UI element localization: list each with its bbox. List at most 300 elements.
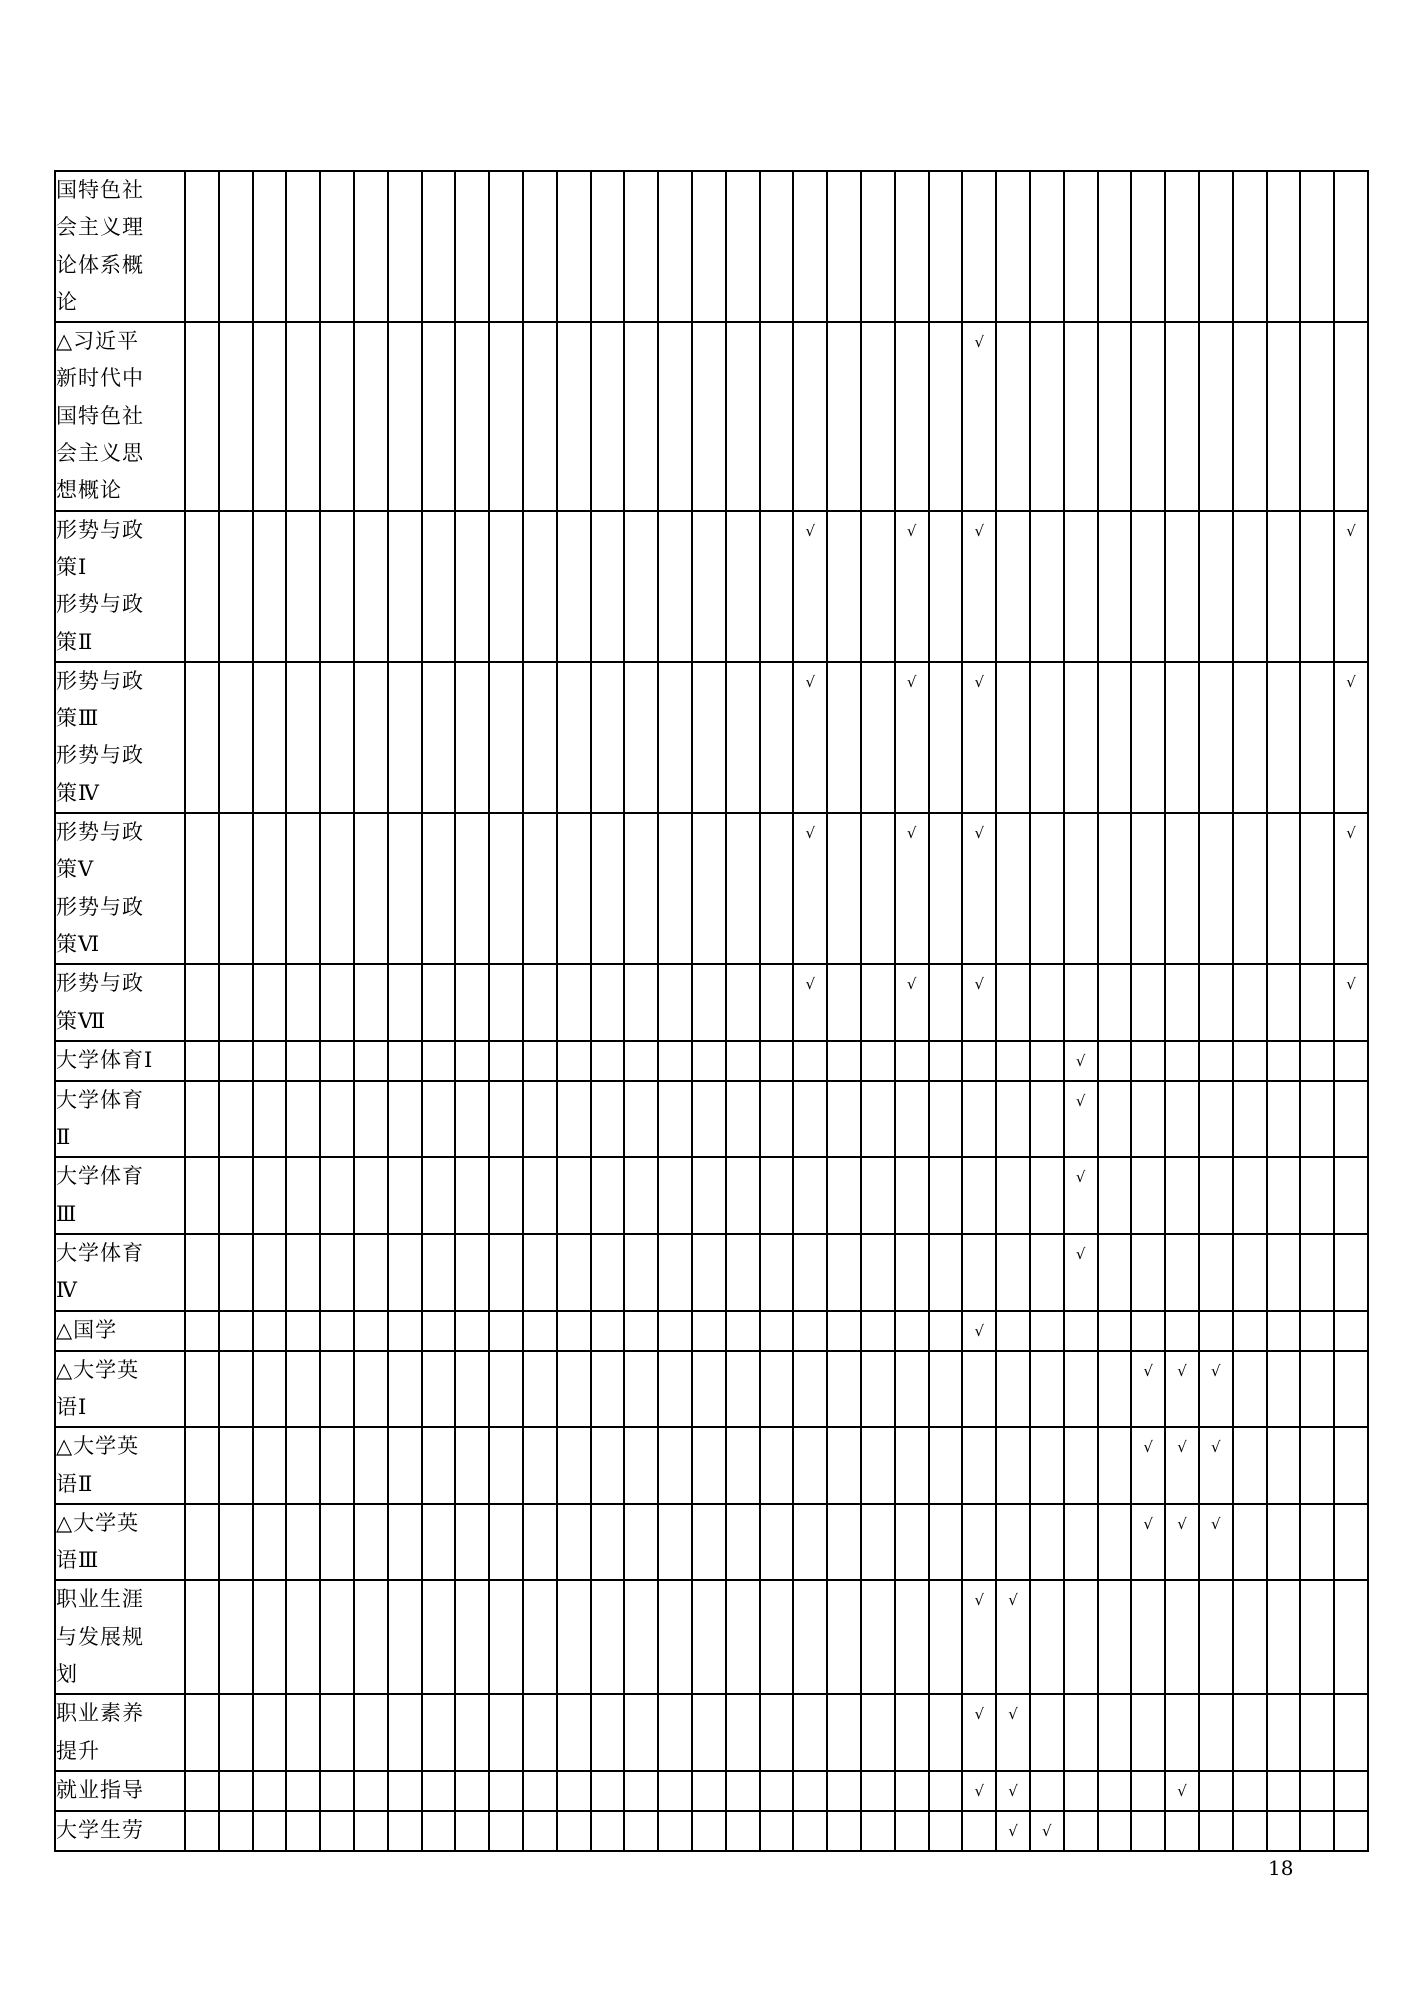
- course-name-line: △习近平: [56, 329, 140, 354]
- matrix-cell: [219, 1811, 253, 1851]
- matrix-cell: [760, 813, 794, 964]
- course-name-cell: [55, 964, 185, 1041]
- check-mark: √: [906, 672, 917, 691]
- matrix-cell: [1233, 511, 1267, 662]
- matrix-cell: [1233, 1311, 1267, 1351]
- matrix-cell: [1131, 1351, 1165, 1428]
- matrix-cell: [388, 1771, 422, 1811]
- matrix-cell: [455, 1351, 489, 1428]
- matrix-cell: [1300, 1041, 1334, 1081]
- matrix-cell: [422, 1041, 456, 1081]
- matrix-cell: [1233, 322, 1267, 510]
- matrix-cell: [388, 1351, 422, 1428]
- matrix-cell: [286, 1771, 320, 1811]
- matrix-cell: [1030, 1427, 1064, 1504]
- matrix-cell: [523, 1041, 557, 1081]
- check-mark: √: [906, 824, 917, 843]
- matrix-cell: [760, 1351, 794, 1428]
- matrix-cell: [929, 171, 963, 322]
- matrix-cell: [557, 1234, 591, 1311]
- matrix-cell: [962, 1311, 996, 1351]
- matrix-cell: [523, 322, 557, 510]
- matrix-cell: [1131, 1504, 1165, 1581]
- table-row: [55, 964, 1368, 1041]
- matrix-cell: [557, 1427, 591, 1504]
- table-row: [55, 1694, 1368, 1771]
- matrix-cell: [861, 1081, 895, 1158]
- matrix-cell: [185, 1504, 219, 1581]
- matrix-cell: [1233, 1234, 1267, 1311]
- matrix-cell: [388, 1580, 422, 1694]
- matrix-cell: [895, 1081, 929, 1158]
- matrix-cell: [861, 1504, 895, 1581]
- matrix-cell: [286, 1351, 320, 1428]
- matrix-cell: [827, 1694, 861, 1771]
- matrix-cell: [557, 1771, 591, 1811]
- matrix-cell: [1098, 1351, 1132, 1428]
- matrix-cell: [861, 1351, 895, 1428]
- matrix-cell: [388, 1041, 422, 1081]
- matrix-cell: [1165, 1311, 1199, 1351]
- table-row: [55, 1311, 1368, 1351]
- matrix-cell: [1233, 1081, 1267, 1158]
- matrix-cell: [996, 1811, 1030, 1851]
- matrix-cell: [895, 322, 929, 510]
- matrix-cell: [253, 322, 287, 510]
- matrix-cell: [320, 1157, 354, 1234]
- matrix-cell: [760, 1234, 794, 1311]
- matrix-cell: [1030, 1580, 1064, 1694]
- table-row: [55, 1504, 1368, 1581]
- course-name-line: 形势与政: [56, 668, 144, 693]
- matrix-cell: [827, 1771, 861, 1811]
- matrix-cell: [286, 1311, 320, 1351]
- course-name-cell: [55, 322, 185, 510]
- matrix-cell: [1334, 1811, 1368, 1851]
- matrix-cell: [726, 1041, 760, 1081]
- matrix-cell: [929, 1580, 963, 1694]
- matrix-cell: [185, 964, 219, 1041]
- matrix-cell: [827, 1811, 861, 1851]
- matrix-cell: [827, 1157, 861, 1234]
- matrix-cell: [1267, 1081, 1301, 1158]
- matrix-cell: [1098, 1580, 1132, 1694]
- matrix-cell: [726, 322, 760, 510]
- matrix-cell: [489, 1694, 523, 1771]
- matrix-cell: [996, 1771, 1030, 1811]
- matrix-cell: [760, 1811, 794, 1851]
- matrix-cell: [320, 662, 354, 813]
- matrix-cell: [1300, 1504, 1334, 1581]
- matrix-cell: [996, 1311, 1030, 1351]
- matrix-cell: [253, 511, 287, 662]
- check-mark: √: [1211, 1514, 1221, 1533]
- matrix-cell: [455, 1157, 489, 1234]
- matrix-cell: [253, 1311, 287, 1351]
- matrix-cell: [658, 1427, 692, 1504]
- matrix-cell: [523, 662, 557, 813]
- matrix-cell: [895, 1351, 929, 1428]
- matrix-cell: [827, 813, 861, 964]
- matrix-cell: [1334, 322, 1368, 510]
- course-name-line: 职业素养: [56, 1701, 144, 1726]
- matrix-cell: [422, 1351, 456, 1428]
- matrix-cell: [624, 171, 658, 322]
- matrix-cell: [557, 1504, 591, 1581]
- course-name-line: 与发展规: [56, 1624, 144, 1649]
- matrix-cell: [996, 322, 1030, 510]
- matrix-cell: [388, 1311, 422, 1351]
- matrix-cell: [320, 1041, 354, 1081]
- matrix-cell: [1267, 1427, 1301, 1504]
- matrix-cell: [1030, 964, 1064, 1041]
- matrix-cell: [726, 1811, 760, 1851]
- matrix-cell: [455, 662, 489, 813]
- course-name-cell: [55, 813, 185, 964]
- course-name-cell: [55, 171, 185, 322]
- matrix-cell: [1165, 1580, 1199, 1694]
- matrix-cell: [895, 1771, 929, 1811]
- matrix-cell: [1199, 813, 1233, 964]
- matrix-cell: [523, 511, 557, 662]
- matrix-cell: [895, 1580, 929, 1694]
- matrix-cell: [422, 1811, 456, 1851]
- table-row: [55, 1351, 1368, 1428]
- matrix-cell: [591, 322, 625, 510]
- check-mark: √: [1177, 1781, 1187, 1800]
- matrix-cell: [658, 662, 692, 813]
- matrix-cell: [827, 1427, 861, 1504]
- matrix-cell: [1199, 1311, 1233, 1351]
- matrix-cell: [591, 1771, 625, 1811]
- course-name-line: 国特色社: [56, 403, 144, 428]
- matrix-cell: [1267, 1771, 1301, 1811]
- matrix-cell: [827, 511, 861, 662]
- matrix-cell: [1098, 171, 1132, 322]
- matrix-cell: [1030, 1157, 1064, 1234]
- matrix-cell: [692, 1041, 726, 1081]
- matrix-cell: [388, 1694, 422, 1771]
- course-name-line: 大学体育: [56, 1164, 144, 1189]
- matrix-cell: [1064, 1311, 1098, 1351]
- check-mark: √: [805, 521, 816, 540]
- matrix-cell: [793, 1351, 827, 1428]
- matrix-cell: [996, 1081, 1030, 1158]
- matrix-cell: [624, 1311, 658, 1351]
- table-row: [55, 1041, 1368, 1081]
- matrix-cell: [1165, 964, 1199, 1041]
- matrix-cell: [286, 1157, 320, 1234]
- matrix-cell: [692, 1351, 726, 1428]
- matrix-cell: [1030, 1694, 1064, 1771]
- course-name-line: 形势与政: [56, 517, 144, 542]
- matrix-cell: [1334, 1504, 1368, 1581]
- table-row: [55, 171, 1368, 322]
- check-mark: √: [1177, 1361, 1187, 1380]
- table-row: [55, 1157, 1368, 1234]
- matrix-cell: [760, 1694, 794, 1771]
- matrix-cell: [1199, 1694, 1233, 1771]
- matrix-cell: [1300, 1580, 1334, 1694]
- matrix-cell: [219, 964, 253, 1041]
- matrix-cell: [658, 1351, 692, 1428]
- matrix-cell: [422, 1311, 456, 1351]
- matrix-cell: [1334, 1580, 1368, 1694]
- matrix-cell: [1334, 813, 1368, 964]
- matrix-cell: [962, 813, 996, 964]
- course-name-line: Ⅱ: [56, 1125, 72, 1150]
- table-row: [55, 1580, 1368, 1694]
- matrix-cell: [760, 171, 794, 322]
- check-mark: √: [1346, 975, 1356, 994]
- matrix-cell: [523, 1771, 557, 1811]
- matrix-cell: [422, 964, 456, 1041]
- matrix-cell: [996, 813, 1030, 964]
- matrix-cell: [489, 1771, 523, 1811]
- matrix-cell: [591, 511, 625, 662]
- matrix-cell: [996, 1234, 1030, 1311]
- matrix-cell: [1064, 964, 1098, 1041]
- matrix-cell: [1064, 1041, 1098, 1081]
- matrix-cell: [286, 1234, 320, 1311]
- matrix-cell: [388, 511, 422, 662]
- matrix-cell: [185, 171, 219, 322]
- matrix-cell: [624, 1351, 658, 1428]
- course-name-line: 策Ⅱ: [56, 629, 94, 654]
- matrix-cell: [1300, 322, 1334, 510]
- matrix-cell: [793, 1081, 827, 1158]
- matrix-cell: [996, 171, 1030, 322]
- matrix-cell: [219, 171, 253, 322]
- matrix-cell: [1098, 511, 1132, 662]
- matrix-cell: [523, 1081, 557, 1158]
- matrix-cell: [1267, 964, 1301, 1041]
- matrix-cell: [455, 964, 489, 1041]
- matrix-cell: [422, 813, 456, 964]
- table-row: [55, 813, 1368, 964]
- matrix-cell: [286, 1041, 320, 1081]
- course-name-line: △大学英: [56, 1510, 140, 1535]
- matrix-cell: [726, 1504, 760, 1581]
- matrix-cell: [692, 322, 726, 510]
- matrix-cell: [489, 1427, 523, 1504]
- matrix-cell: [1064, 171, 1098, 322]
- table-row: [55, 1427, 1368, 1504]
- matrix-cell: [793, 813, 827, 964]
- matrix-cell: [827, 1504, 861, 1581]
- course-name-line: 策Ⅵ: [56, 931, 101, 956]
- check-mark: √: [1143, 1514, 1153, 1533]
- matrix-cell: [1131, 1234, 1165, 1311]
- matrix-cell: [455, 511, 489, 662]
- check-mark: √: [1211, 1361, 1221, 1380]
- matrix-cell: [455, 1811, 489, 1851]
- matrix-cell: [354, 322, 388, 510]
- matrix-cell: [658, 511, 692, 662]
- matrix-cell: [726, 662, 760, 813]
- matrix-cell: [185, 1081, 219, 1158]
- matrix-cell: [827, 1081, 861, 1158]
- matrix-cell: [1165, 1351, 1199, 1428]
- matrix-cell: [726, 1694, 760, 1771]
- matrix-cell: [726, 813, 760, 964]
- matrix-cell: [861, 1041, 895, 1081]
- matrix-cell: [962, 1504, 996, 1581]
- matrix-cell: [726, 171, 760, 322]
- matrix-cell: [557, 1580, 591, 1694]
- matrix-cell: [1334, 1081, 1368, 1158]
- matrix-cell: [286, 1811, 320, 1851]
- matrix-cell: [320, 964, 354, 1041]
- check-mark: √: [1075, 1091, 1086, 1110]
- matrix-cell: [388, 662, 422, 813]
- matrix-cell: [692, 1311, 726, 1351]
- matrix-cell: [253, 813, 287, 964]
- matrix-cell: [658, 1694, 692, 1771]
- matrix-cell: [489, 1081, 523, 1158]
- matrix-cell: [760, 964, 794, 1041]
- matrix-cell: [523, 813, 557, 964]
- matrix-cell: [320, 171, 354, 322]
- matrix-cell: [1267, 322, 1301, 510]
- matrix-cell: [827, 964, 861, 1041]
- table-row: [55, 1081, 1368, 1158]
- matrix-cell: [1098, 322, 1132, 510]
- matrix-cell: [895, 171, 929, 322]
- matrix-cell: [286, 1504, 320, 1581]
- matrix-cell: [489, 1811, 523, 1851]
- matrix-cell: [692, 1427, 726, 1504]
- matrix-cell: [1334, 662, 1368, 813]
- matrix-cell: [861, 1234, 895, 1311]
- course-name-line: 语Ⅲ: [56, 1548, 100, 1573]
- matrix-cell: [624, 964, 658, 1041]
- matrix-cell: [1030, 1041, 1064, 1081]
- matrix-cell: [523, 1351, 557, 1428]
- matrix-cell: [1334, 171, 1368, 322]
- matrix-cell: [1165, 1771, 1199, 1811]
- matrix-cell: [1165, 511, 1199, 662]
- matrix-cell: [1300, 1081, 1334, 1158]
- check-mark: √: [1143, 1361, 1153, 1380]
- matrix-cell: [1030, 813, 1064, 964]
- matrix-cell: [1267, 1234, 1301, 1311]
- matrix-cell: [557, 511, 591, 662]
- matrix-cell: [489, 964, 523, 1041]
- course-name-line: 划: [56, 1661, 78, 1686]
- matrix-cell: [861, 1311, 895, 1351]
- matrix-cell: [320, 1427, 354, 1504]
- matrix-cell: [219, 1041, 253, 1081]
- matrix-cell: [286, 813, 320, 964]
- matrix-cell: [354, 1771, 388, 1811]
- matrix-cell: [1300, 1771, 1334, 1811]
- course-name-cell: [55, 1694, 185, 1771]
- matrix-cell: [624, 1234, 658, 1311]
- course-name-line: 大学体育: [56, 1241, 144, 1266]
- matrix-cell: [1233, 813, 1267, 964]
- matrix-cell: [1334, 1694, 1368, 1771]
- matrix-cell: [996, 964, 1030, 1041]
- matrix-cell: [1300, 964, 1334, 1041]
- matrix-cell: [895, 511, 929, 662]
- matrix-cell: [793, 1504, 827, 1581]
- matrix-cell: [1233, 1694, 1267, 1771]
- matrix-cell: [895, 1427, 929, 1504]
- matrix-cell: [861, 964, 895, 1041]
- matrix-cell: [962, 1694, 996, 1771]
- matrix-cell: [895, 662, 929, 813]
- matrix-cell: [354, 171, 388, 322]
- matrix-cell: [557, 1157, 591, 1234]
- matrix-cell: [1334, 1311, 1368, 1351]
- matrix-cell: [624, 511, 658, 662]
- matrix-cell: [1064, 1351, 1098, 1428]
- matrix-cell: [658, 1504, 692, 1581]
- matrix-cell: [1165, 1694, 1199, 1771]
- matrix-cell: [455, 1580, 489, 1694]
- table-row: [55, 322, 1368, 510]
- matrix-cell: [929, 1157, 963, 1234]
- matrix-cell: [422, 1694, 456, 1771]
- matrix-cell: [996, 662, 1030, 813]
- matrix-cell: [962, 1234, 996, 1311]
- check-mark: √: [974, 1705, 984, 1724]
- matrix-cell: [388, 1234, 422, 1311]
- matrix-cell: [489, 813, 523, 964]
- matrix-body: [55, 171, 1368, 1851]
- matrix-cell: [286, 322, 320, 510]
- matrix-cell: [1233, 1580, 1267, 1694]
- matrix-cell: [929, 1234, 963, 1311]
- matrix-cell: [929, 1694, 963, 1771]
- matrix-cell: [1334, 511, 1368, 662]
- matrix-cell: [1199, 1427, 1233, 1504]
- matrix-cell: [1199, 964, 1233, 1041]
- check-mark: √: [1177, 1438, 1187, 1457]
- matrix-cell: [253, 1041, 287, 1081]
- matrix-cell: [354, 1157, 388, 1234]
- matrix-cell: [624, 662, 658, 813]
- matrix-cell: [692, 1157, 726, 1234]
- course-name-line: 形势与政: [56, 592, 144, 617]
- matrix-cell: [1098, 1081, 1132, 1158]
- matrix-cell: [489, 1504, 523, 1581]
- matrix-cell: [929, 1311, 963, 1351]
- matrix-cell: [591, 1694, 625, 1771]
- matrix-cell: [185, 1311, 219, 1351]
- check-mark: √: [805, 824, 816, 843]
- matrix-cell: [185, 322, 219, 510]
- matrix-cell: [1233, 1041, 1267, 1081]
- matrix-cell: [320, 813, 354, 964]
- matrix-cell: [354, 1311, 388, 1351]
- matrix-cell: [658, 1580, 692, 1694]
- matrix-cell: [1098, 1157, 1132, 1234]
- check-mark: √: [1008, 1705, 1018, 1724]
- matrix-cell: [624, 1580, 658, 1694]
- matrix-cell: [1165, 1157, 1199, 1234]
- check-mark: √: [974, 1321, 984, 1340]
- matrix-cell: [1064, 1504, 1098, 1581]
- matrix-cell: [1334, 1351, 1368, 1428]
- matrix-cell: [557, 1811, 591, 1851]
- matrix-cell: [1199, 1771, 1233, 1811]
- matrix-cell: [895, 1157, 929, 1234]
- course-name-line: △国学: [56, 1317, 118, 1342]
- matrix-cell: [962, 511, 996, 662]
- matrix-cell: [455, 1504, 489, 1581]
